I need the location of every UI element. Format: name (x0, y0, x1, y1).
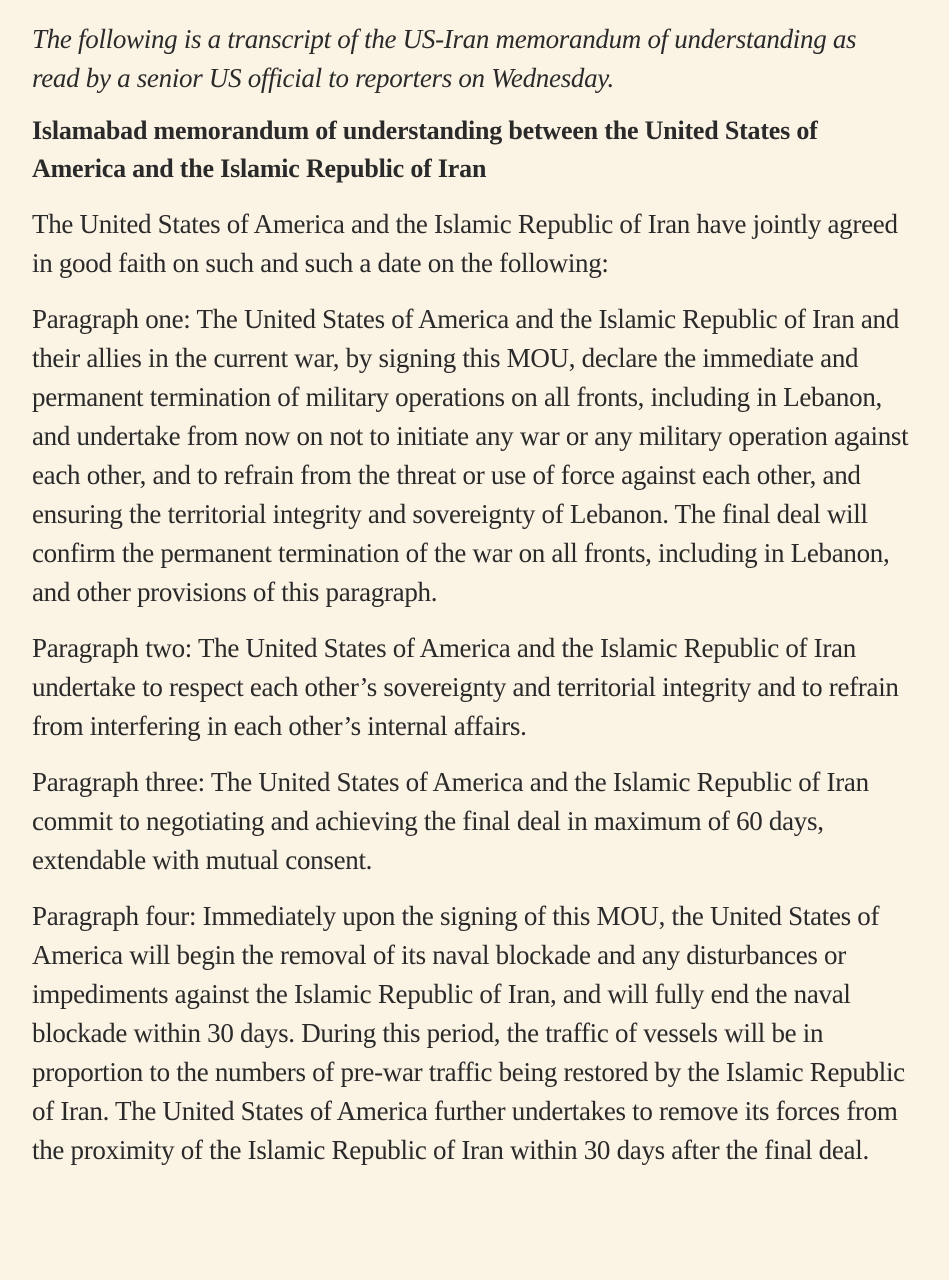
paragraph-three: Paragraph three: The United States of America and the Islamic Republic of Iran commit to negotiating and achieving the final deal in maximum of 60 days, extendable with mutual consent. (32, 767, 869, 875)
paragraph-four: Paragraph four: Immediately upon the signing of this MOU, the United States of America will begin the removal of its naval blockade and any disturbances or impediments against the Islamic Republic of Iran, and will fully end the naval blockade within 30 days. During this period, the traffic of vessels will be in proportion to the numbers of pre-war traffic being restored by the Islamic Republic of Iran. The United States of America further undertakes to remove its forces from the proximity of the Islamic Republic of Iran within 30 days after the final deal. (32, 901, 905, 1165)
paragraph-one: Paragraph one: The United States of America and the Islamic Republic of Iran and their allies in the current war, by signing this MOU, declare the immediate and permanent termination of military operations on all fronts, including in Lebanon, and undertake from now on not to initiate any war or any military operation against each other, and to refrain from the threat or use of force against each other, and ensuring the territorial integrity and sovereignty of Lebanon. The final deal will confirm the permanent termination of the war on all fronts, including in Lebanon, and other provisions of this paragraph. (32, 304, 909, 607)
preamble-paragraph: The United States of America and the Islamic Republic of Iran have jointly agreed in good faith on such and such a date on the following: (32, 209, 898, 278)
paragraph-two: Paragraph two: The United States of America and the Islamic Republic of Iran undertake to respect each other’s sovereignty and territorial integrity and to refrain from interfering in each other’s internal affairs. (32, 633, 899, 741)
intro-note: The following is a transcript of the US-Iran memorandum of understanding as read by a senior US official to reporters on Wednesday. (32, 24, 857, 93)
document-title: Islamabad memorandum of understanding between the United States of America and the Islamic Republic of Iran (32, 116, 818, 183)
